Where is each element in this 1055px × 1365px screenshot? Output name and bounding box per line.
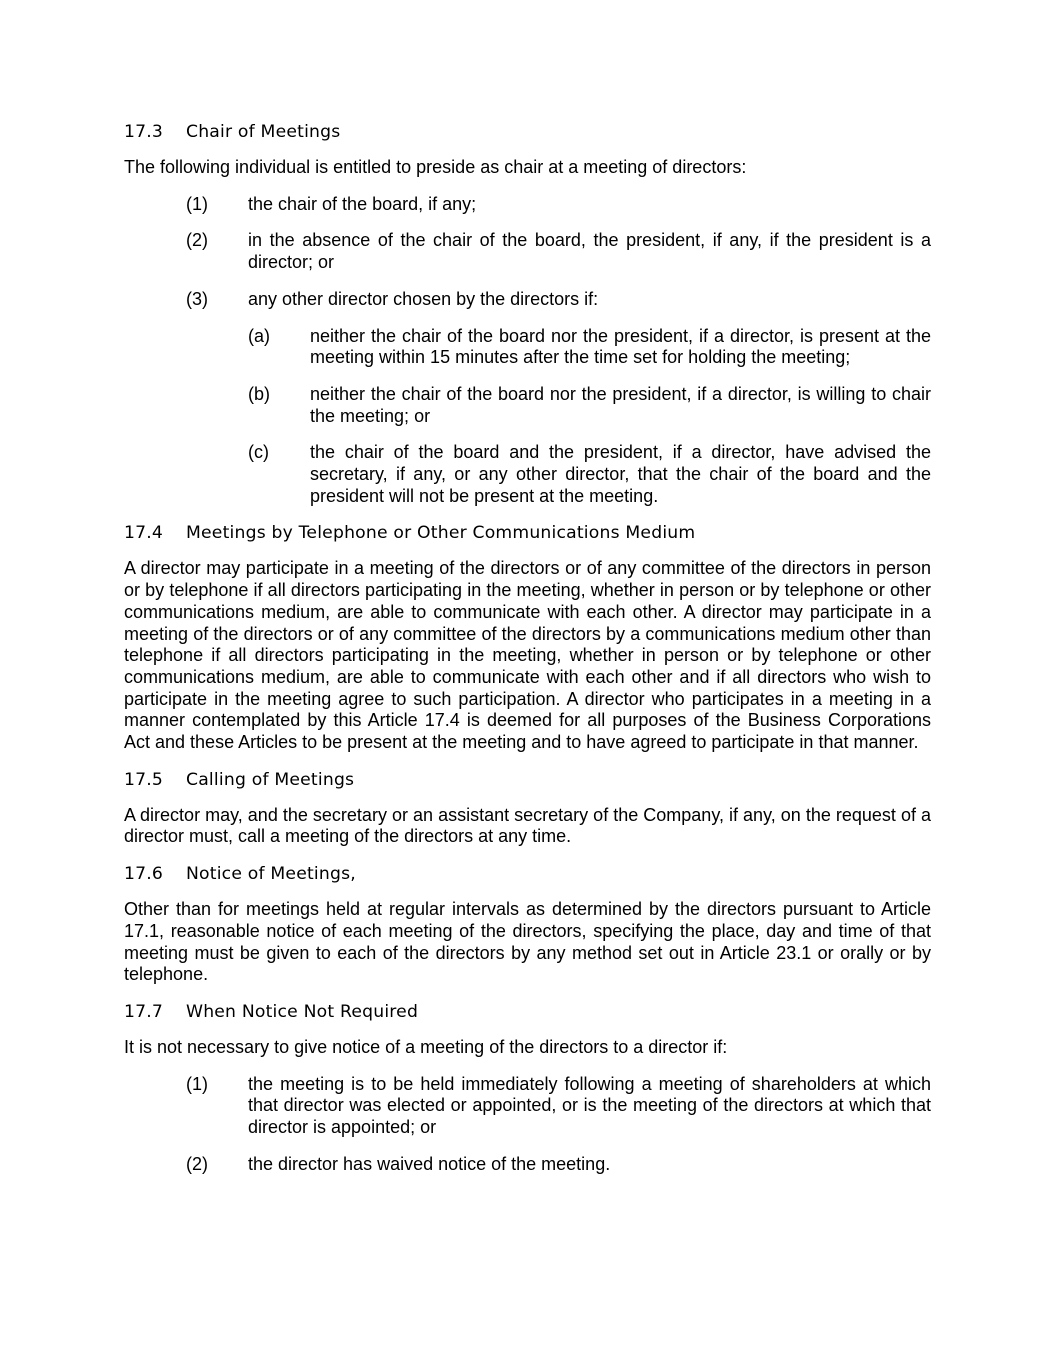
sub-list-item (124, 442, 931, 507)
list-item (124, 1074, 931, 1139)
list-marker: (1) (186, 1073, 208, 1094)
section-heading-17-6 (124, 863, 931, 885)
section-title: Chair of Meetings (186, 122, 341, 142)
section-body: A director may participate in a meeting of the directors or of any committee of the directors in person or by telephone if all directors participating in the meeting, whether in person or by telephone or other communications medium, are able to communicate with each other. A director may participate in a meeting of the directors or of any committee of the directors by a communications medium other than telephone if all directors participating in the meeting, whether in person or by telephone or other communications medium, are able to communicate with each other and if all directors who wish to participate in the meeting agree to such participation. A director who participates in a meeting in a manner contemplated by this Article 17.4 is deemed for all purposes of the Business Corporations Act and these Articles to be present at the meeting and to have agreed to participate in that manner. (124, 558, 931, 753)
list-text: any other director chosen by the directors if: (248, 288, 599, 309)
list-text: neither the chair of the board nor the president, if a director, is willing to chair the meeting; or (310, 383, 931, 426)
list-item (124, 289, 931, 311)
section-heading-17-3 (124, 121, 931, 143)
list-item (124, 1154, 931, 1176)
section-title: When Notice Not Required (186, 1001, 419, 1022)
section-body: Other than for meetings held at regular intervals as determined by the directors pursuant to Article 17.1, reasonable notice of each meeting of the directors, specifying the place, day and time of that meeting must be given to each of the directors by any method set out in Article 23.1 or orally or by telephone. (124, 899, 931, 985)
section-heading-17-4 (124, 522, 931, 544)
section-heading-17-7 (124, 1001, 931, 1023)
list-text: the meeting is to be held immediately following a meeting of shareholders at which that director was elected or appointed, or is the meeting of the directors at which that director is appointed; or (248, 1073, 931, 1138)
list-marker: (3) (186, 288, 208, 309)
section-number: 17.7 (124, 1001, 164, 1022)
section-intro: The following individual is entitled to preside as chair at a meeting of directors: (124, 157, 747, 177)
section-body: A director may, and the secretary or an assistant secretary of the Company, if any, on the request of a director must, call a meeting of the directors at any time. (124, 804, 931, 847)
list-marker: (2) (186, 1153, 208, 1174)
list-item (124, 194, 931, 216)
section-intro: It is not necessary to give notice of a meeting of the directors to a director if: (124, 1036, 728, 1057)
section-number: 17.5 (124, 769, 164, 790)
section-number: 17.3 (124, 122, 164, 142)
list-text: the chair of the board, if any; (248, 193, 477, 214)
document-page (124, 121, 931, 1191)
section-heading-17-5 (124, 769, 931, 791)
list-marker: (1) (186, 193, 208, 214)
list-item (124, 230, 931, 273)
list-text: in the absence of the chair of the board, the president, if any, if the president is a director; or (248, 230, 931, 273)
list-text: the chair of the board and the president, if a director, have advised the secretary, if any, or any other director, that the chair of the board and the president will not be present at the meeting. (310, 442, 931, 506)
sub-list-item (124, 326, 931, 369)
section-title: Notice of Meetings, (186, 864, 356, 885)
section-number: 17.4 (124, 523, 164, 544)
section-number: 17.6 (124, 864, 164, 885)
list-marker: (b) (248, 383, 270, 404)
list-marker: (c) (248, 442, 269, 463)
section-title: Calling of Meetings (186, 769, 355, 790)
list-text: neither the chair of the board nor the president, if a director, is present at the meeting within 15 minutes after the time set for holding the meeting; (310, 325, 931, 368)
sub-list-item (124, 384, 931, 427)
list-text: the director has waived notice of the meeting. (248, 1153, 611, 1174)
section-title: Meetings by Telephone or Other Communications Medium (186, 523, 696, 544)
list-marker: (2) (186, 230, 208, 251)
list-marker: (a) (248, 325, 270, 346)
